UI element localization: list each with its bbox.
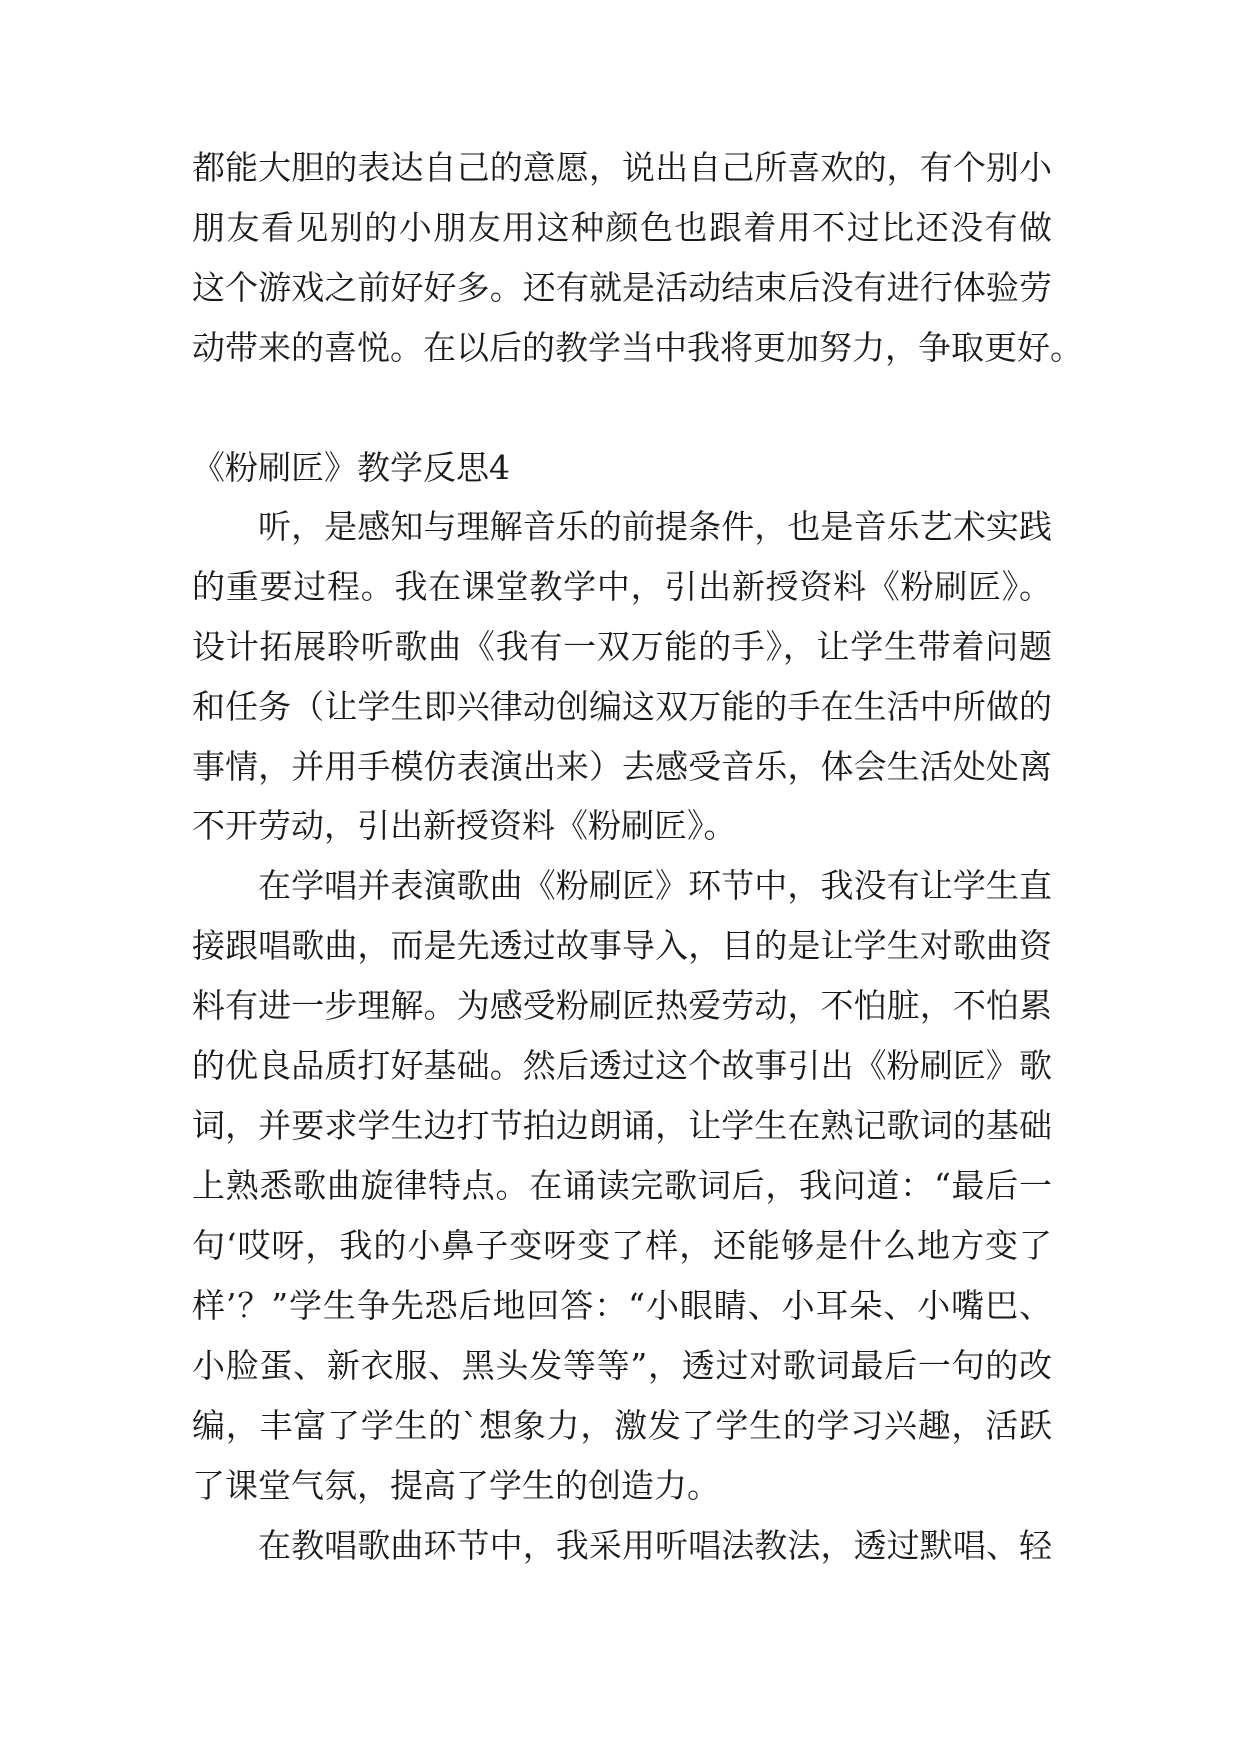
text-line: 句‘哎呀，我的小鼻子变呀变了样，还能够是什么地方变了 xyxy=(192,1226,1052,1265)
text-line: 听，是感知与理解音乐的前提条件，也是音乐艺术实践 xyxy=(258,507,1052,546)
text-line: 小脸蛋、新衣服、黑头发等等”，透过对歌词最后一句的改 xyxy=(192,1346,1052,1385)
text-line: 在教唱歌曲环节中，我采用听唱法教法，透过默唱、轻 xyxy=(258,1526,1052,1565)
text-line: 和任务（让学生即兴律动创编这双万能的手在生活中所做的 xyxy=(192,687,1052,726)
text-line: 的重要过程。我在课堂教学中，引出新授资料《粉刷匠》。 xyxy=(192,567,1052,606)
text-line: 动带来的喜悦。在以后的教学当中我将更加努力，争取更好。 xyxy=(192,328,1083,367)
text-line: 这个游戏之前好好多。还有就是活动结束后没有进行体验劳 xyxy=(192,268,1052,307)
text-line: 编，丰富了学生的`想象力，激发了学生的学习兴趣，活跃 xyxy=(192,1406,1052,1445)
text-line: 在学唱并表演歌曲《粉刷匠》环节中，我没有让学生直 xyxy=(258,866,1052,905)
text-line: 朋友看见别的小朋友用这种颜色也跟着用不过比还没有做 xyxy=(192,208,1052,247)
text-line: 料有进一步理解。为感受粉刷匠热爱劳动，不怕脏，不怕累 xyxy=(192,986,1052,1025)
text-line: 了课堂气氛，提高了学生的创造力。 xyxy=(192,1466,720,1505)
text-line: 设计拓展聆听歌曲《我有一双万能的手》，让学生带着问题 xyxy=(192,627,1052,666)
text-line: 都能大胆的表达自己的意愿，说出自己所喜欢的，有个别小 xyxy=(192,148,1052,187)
text-line: 上熟悉歌曲旋律特点。在诵读完歌词后，我问道：“最后一 xyxy=(192,1166,1052,1205)
text-line: 样’？”学生争先恐后地回答：“小眼睛、小耳朵、小嘴巴、 xyxy=(192,1286,1052,1325)
section-title: 《粉刷匠》教学反思4 xyxy=(192,448,510,487)
text-line: 不开劳动，引出新授资料《粉刷匠》。 xyxy=(192,806,737,845)
text-line: 的优良品质打好基础。然后透过这个故事引出《粉刷匠》歌 xyxy=(192,1046,1052,1085)
text-line: 接跟唱歌曲，而是先透过故事导入，目的是让学生对歌曲资 xyxy=(192,926,1052,965)
text-line: 词，并要求学生边打节拍边朗诵，让学生在熟记歌词的基础 xyxy=(192,1106,1052,1145)
text-line: 事情，并用手模仿表演出来）去感受音乐，体会生活处处离 xyxy=(192,747,1052,786)
